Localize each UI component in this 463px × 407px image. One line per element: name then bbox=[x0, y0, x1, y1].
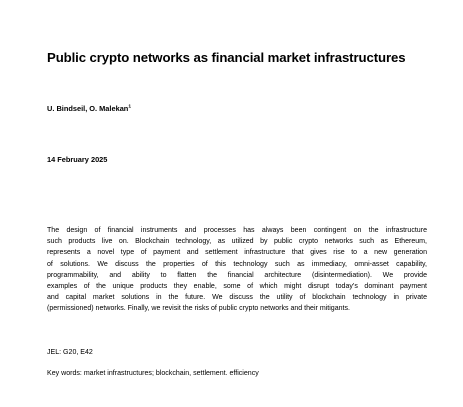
abstract-line: (permissioned) networks. Finally, we revisit the risks of public crypto networks and their mitigants. bbox=[47, 305, 350, 313]
author-names: U. Bindseil, O. Malekan bbox=[47, 104, 129, 113]
paper-title: Public crypto networks as financial market infrastructures bbox=[47, 50, 406, 65]
abstract-line: The design of financial instruments and processes has always been contingent on the infrastructure bbox=[47, 227, 427, 234]
abstract-line: examples of the unique products they enable, some of which might disrupt today’s dominant payment bbox=[47, 282, 427, 290]
abstract-line: programmability, and ability to flatten the financial architecture (disintermediation). We provide bbox=[47, 271, 427, 279]
paper-date: 14 February 2025 bbox=[47, 155, 108, 164]
paper-authors bbox=[47, 104, 131, 113]
abstract-line: such products live on. Blockchain technology, as utilized by public crypto networks such as Ethereum, bbox=[47, 238, 427, 246]
jel-codes: JEL: G20, E42 bbox=[47, 349, 93, 356]
abstract-line: and capital market solutions in the future. We discuss the utility of blockchain technology in private bbox=[47, 294, 427, 302]
abstract-line: represents a novel type of payment and settlement infrastructure that gives rise to a new generation bbox=[47, 249, 427, 257]
abstract-line: of solutions. We discuss the properties of this technology such as immediacy, omni-asset capability, bbox=[47, 260, 427, 268]
author-footnote-mark: 1 bbox=[128, 104, 131, 110]
abstract bbox=[47, 225, 427, 315]
keywords: Key words: market infrastructures; blockchain, settlement. efficiency bbox=[47, 370, 259, 377]
